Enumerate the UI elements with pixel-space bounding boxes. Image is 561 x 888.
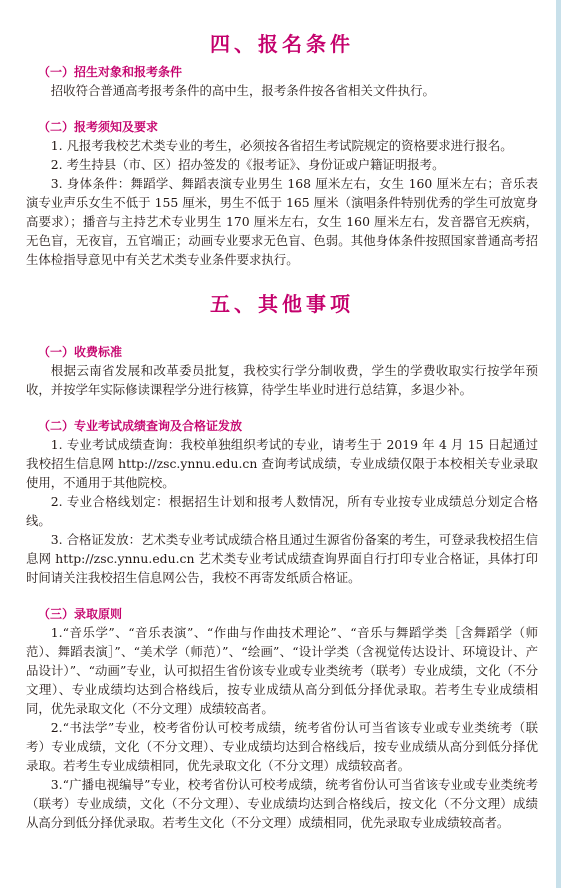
paragraph: 1. 凡报考我校艺术类专业的考生，必须按各省招生考试院规定的资格要求进行报名。	[50, 138, 513, 153]
subsection-title-applicants: （一）招生对象和报考条件	[38, 65, 183, 79]
paragraph: 3. 身体条件：舞蹈学、舞蹈表演专业男生 168 厘米左右，女生 160 厘米左右；音乐表演专业声乐女生不低于 155 厘米，男生不低于 165 厘米（演唱条件特别优秀的学生可放宽身高要求）；播音与主持艺术专业男生 170 厘米左右，女生 160 厘米左右，发音器官无疾病，无色盲，无夜盲，五官端正；动画专业要求无色盲、色弱。其他身体条件按照国家普通高考招生体检指导意见中有关艺术类专业条件要求执行。	[26, 176, 538, 267]
subsection-title-admission-principles: （三）录取原则	[38, 607, 123, 621]
page-edge-strip	[556, 0, 561, 888]
subsection-title-score-query: （二）专业考试成绩查询及合格证发放	[38, 419, 243, 433]
paragraph: 2.“书法学”专业，校考省份认可校考成绩，统考省份认可当省该专业或专业类统考（联考）专业成绩，文化（不分文理）、专业成绩均达到合格线后，按专业成绩从高分到低分择优录取。若考生专业成绩相同，优先录取文化（不分文理）成绩较高者。	[26, 720, 538, 773]
paragraph: 3.“广播电视编导”专业，校考省份认可校考成绩，统考省份认可当省该专业或专业类统考（联考）专业成绩，文化（不分文理）、专业成绩均达到合格线后，按文化（不分文理）成绩从高分到低分择优录取。若考生文化（不分文理）成绩相同，优先录取专业成绩较高者。	[26, 777, 538, 830]
document-page	[26, 0, 538, 832]
paragraph: 1.“音乐学”、“音乐表演”、“作曲与作曲技术理论”、“音乐与舞蹈学类［含舞蹈学（师范）、舞蹈表演］”、“美术学（师范）”、“绘画”、“设计学类（含视觉传达设计、环境设计、产品设计）”、“动画”专业，认可拟招生省份该专业或专业类统考（联考）专业成绩，文化（不分文理）、专业成绩均达到合格线后，按专业成绩从高分到低分择优录取。若考生专业成绩相同，优先录取文化（不分文理）成绩较高者。	[26, 625, 538, 716]
paragraph: 1. 专业考试成绩查询：我校单独组织考试的专业，请考生于 2019 年 4 月 15 日起通过我校招生信息网 http://zsc.ynnu.edu.cn 查询考试成绩，专业成绩仅限于本校相关专业录取使用，不通用于其他院校。	[26, 437, 538, 490]
paragraph: 根据云南省发展和改革委员批复，我校实行学分制收费，学生的学费收取实行按学年预收，并按学年实际修读课程学分进行核算，待学生毕业时进行总结算，多退少补。	[26, 363, 538, 397]
subsection-title-fees: （一）收费标准	[38, 345, 123, 359]
paragraph: 2. 专业合格线划定：根据招生计划和报考人数情况，所有专业按专业成绩总分划定合格线。	[26, 494, 538, 528]
paragraph: 2. 考生持县（市、区）招办签发的《报考证》、身份证或户籍证明报考。	[50, 157, 445, 172]
subsection-title-requirements: （二）报考须知及要求	[38, 120, 159, 134]
section-title-other-matters: 五、其他事项	[210, 292, 354, 316]
paragraph: 招收符合普通高考报考条件的高中生，报考条件按各省相关文件执行。	[50, 83, 435, 98]
paragraph: 3. 合格证发放：艺术类专业考试成绩合格且通过生源省份备案的考生，可登录我校招生信息网 http://zsc.ynnu.edu.cn 艺术类专业考试成绩查询界面自行打印专业合格证，具体打印时间请关注我校招生信息网公告，我校不再寄发纸质合格证。	[26, 532, 538, 585]
section-title-registration: 四、报名条件	[210, 32, 354, 56]
